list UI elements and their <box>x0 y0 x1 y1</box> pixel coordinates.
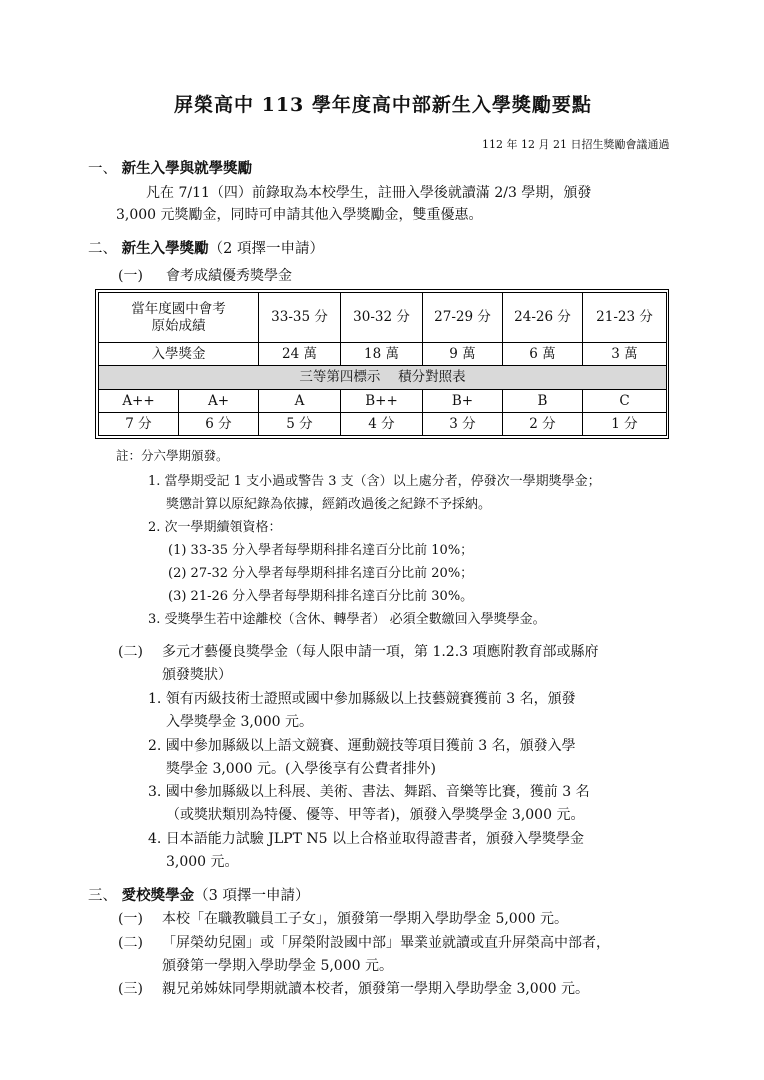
table-row <box>99 366 667 390</box>
note-line: 獎懲計算以原紀錄為依據，經銷改過後之紀錄不予採納。 <box>166 497 492 512</box>
subsection-title: 會考成績優秀獎學金 <box>166 268 292 284</box>
table-cell: 3 分 <box>423 413 503 436</box>
list-item: 4. 日本語能力試驗 JLPT N5 以上合格並取得證書者，頒發入學獎學金 <box>148 831 584 847</box>
note-line: (2) 27-32 分入學者每學期科排名達百分比前 20%； <box>168 566 474 581</box>
list-item: 3,000 元。 <box>166 854 239 870</box>
table-cell: A <box>259 390 341 413</box>
table-cell: 5 分 <box>259 413 341 436</box>
section2-title: 新生入學獎勵 <box>121 240 209 257</box>
table-cell: 2 分 <box>503 413 583 436</box>
note-line: 1. 當學期受記 1 支小過或警告 3 支（含）以上處分者，停發次一學期獎學金； <box>148 474 601 489</box>
list-item: 2. 國中參加縣級以上語文競賽、運動競技等項目獲前 3 名，頒發入學 <box>148 738 576 754</box>
table-header-label: 當年度國中會考 原始成績 <box>99 293 259 343</box>
table-row <box>99 390 667 413</box>
table-cell: 27-29 分 <box>423 293 503 343</box>
list-item: 獎學金 3,000 元。(入學後享有公費者排外) <box>166 761 436 777</box>
section3-title: 愛校獎學金 <box>121 887 195 904</box>
approval-note: 112 年 12 月 21 日招生獎勵會議通過 <box>482 138 670 151</box>
list-item: 親兄弟姊妹同學期就讀本校者，頒發第一學期入學助學金 3,000 元。 <box>162 981 589 997</box>
list-item: 入學獎學金 3,000 元。 <box>166 714 313 730</box>
note-line: (3) 21-26 分入學者每學期科排名達百分比前 30%。 <box>168 589 474 604</box>
section2-number: 二、 <box>88 241 117 257</box>
list-item: 1. 領有丙級技術士證照或國中參加縣級以上技藝競賽獲前 3 名，頒發 <box>148 691 576 707</box>
table-cell: A+ <box>179 390 259 413</box>
section1-title: 新生入學與就學獎勵 <box>121 160 253 177</box>
item-label: (二) <box>118 935 143 951</box>
section2-title-suffix: （2 項擇一申請） <box>208 241 324 257</box>
note-line: (1) 33-35 分入學者每學期科排名達百分比前 10%； <box>168 543 474 558</box>
table-cell: B+ <box>423 390 503 413</box>
table-cell: 3 萬 <box>583 343 667 366</box>
table-cell: 21-23 分 <box>583 293 667 343</box>
table-row <box>99 413 667 436</box>
section1-line: 凡在 7/11（四）前錄取為本校學生，註冊入學後就讀滿 2/3 學期，頒發 <box>146 185 592 201</box>
list-item: 3. 國中參加縣級以上科展、美術、書法、舞蹈、音樂等比賽，獲前 3 名 <box>148 784 590 800</box>
subsection-label: (一) <box>118 268 143 284</box>
table-cell: 24 萬 <box>259 343 341 366</box>
scholarship-table <box>98 292 667 436</box>
section1-line: 3,000 元獎勵金，同時可申請其他入學獎勵金，雙重優惠。 <box>116 207 483 223</box>
list-item: 頒發第一學期入學助學金 5,000 元。 <box>162 958 393 974</box>
subsection-label: (二) <box>118 644 143 660</box>
section3-number: 三、 <box>88 888 117 904</box>
table-cell: 4 分 <box>341 413 423 436</box>
table-cell: 6 萬 <box>503 343 583 366</box>
table-cell: 6 分 <box>179 413 259 436</box>
subsection-line: 頒發獎狀） <box>162 667 232 683</box>
table-cell: B <box>503 390 583 413</box>
table-cell: 18 萬 <box>341 343 423 366</box>
item-label: (三) <box>118 981 143 997</box>
list-item: 「屏榮幼兒園」或「屏榮附設國中部」畢業並就讀或直升屏榮高中部者， <box>162 935 610 951</box>
item-label: (一) <box>118 911 143 927</box>
note-line: 2. 次一學期續領資格： <box>148 520 282 535</box>
table-cell: 33-35 分 <box>259 293 341 343</box>
table-cell: 入學獎金 <box>99 343 259 366</box>
table-cell: 1 分 <box>583 413 667 436</box>
table-row <box>99 293 667 343</box>
table-cell: C <box>583 390 667 413</box>
table-cell: 24-26 分 <box>503 293 583 343</box>
section1-heading <box>88 157 252 178</box>
table-cell: A++ <box>99 390 179 413</box>
list-item: 本校「在職教職員工子女」，頒發第一學期入學助學金 5,000 元。 <box>162 911 568 927</box>
table-cell: 9 萬 <box>423 343 503 366</box>
table-row <box>99 343 667 366</box>
section1-number: 一、 <box>88 161 117 177</box>
note-heading: 註：分六學期頒發。 <box>116 448 229 463</box>
section3-heading <box>88 884 309 905</box>
document-title: 屏榮高中 113 學年度高中部新生入學獎勵要點 <box>174 94 592 116</box>
subsection-line: 多元才藝優良獎學金（每人限申請一項，第 1.2.3 項應附教育部或縣府 <box>162 644 599 660</box>
list-item: （或獎狀類別為特優、優等、甲等者)，頒發入學獎學金 3,000 元。 <box>166 807 585 823</box>
section3-title-suffix: （3 項擇一申請） <box>194 888 310 904</box>
table-cell: B++ <box>341 390 423 413</box>
conversion-table-title: 三等第四標示 積分對照表 <box>99 366 667 390</box>
table-cell: 30-32 分 <box>341 293 423 343</box>
note-line: 3. 受獎學生若中途離校（含休、轉學者） 必須全數繳回入學獎學金。 <box>148 612 546 627</box>
table-cell: 7 分 <box>99 413 179 436</box>
section2-heading <box>88 237 324 258</box>
